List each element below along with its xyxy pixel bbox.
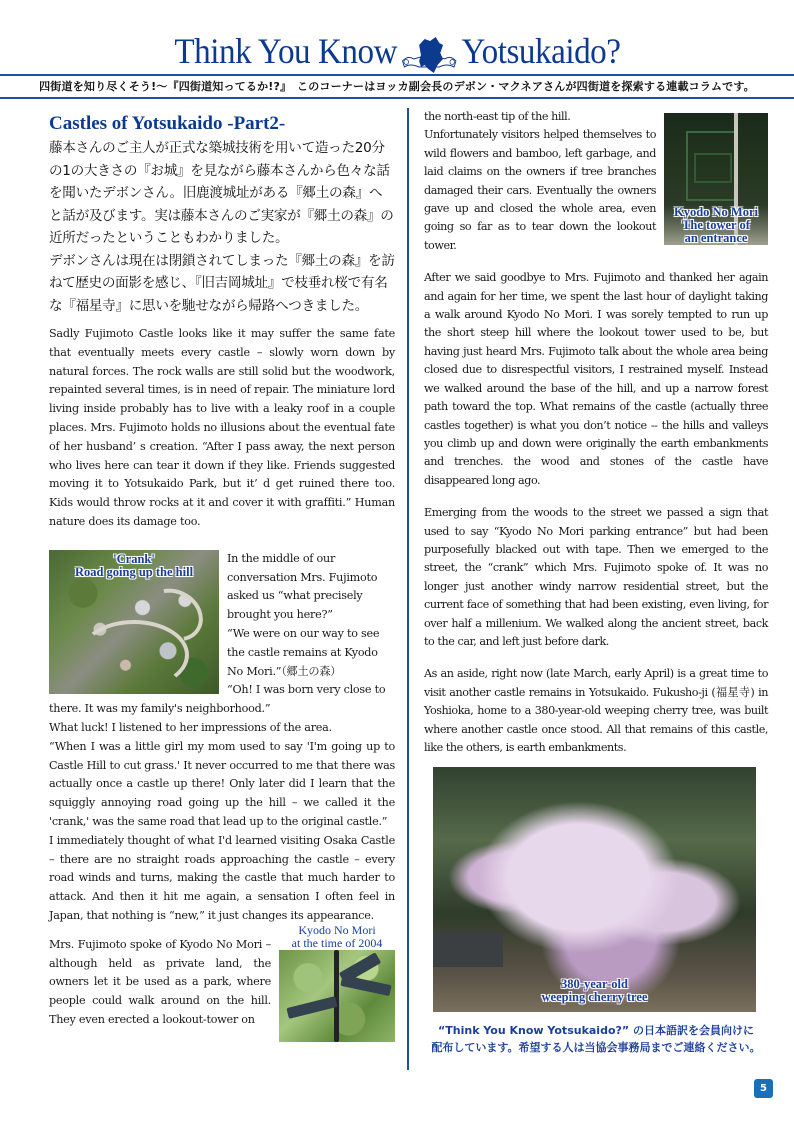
masthead-title-right: Yotsukaido? bbox=[461, 31, 621, 71]
paragraph: What luck! I listened to her impressions of the area. bbox=[49, 720, 332, 734]
header-rule-top bbox=[0, 74, 794, 76]
paragraph: the north-east tip of the hill. bbox=[424, 110, 571, 123]
page-number-badge: 5 bbox=[754, 1079, 773, 1098]
paragraph: Unfortunately visitors helped themselves to wild flowers and bamboo, left garbage, and laid claims on the owners if tree branches damaged their cars. Eventually the owners gave up and closed the whole area, even going so far as to tear down the lookout tower. bbox=[424, 128, 656, 252]
masthead-subtitle: 四街道を知り尽くそう!～『四街道知ってるか!?』 このコーナーはヨッカ副会長のデボン・マクネアさんが四街道を探索する連載コラムです。 bbox=[39, 80, 755, 93]
paragraph: In the middle of our conversation Mrs. Fujimoto asked us “what precisely brought you here?” bbox=[227, 551, 378, 622]
photo-caption: 380-year-old weeping cherry tree bbox=[541, 977, 648, 1005]
paragraph: “We were on our way to see the castle remains at Kyodo No Mori.”（郷土の森） bbox=[227, 626, 380, 678]
paragraph: “When I was a little girl my mom used to say 'I'm going up to Castle Hill to cut grass.' It never occurred to me that there was actually once a castle up there! Only later did I learn that the squiggly annoying road going up the hill – we called it the 'crank,' was the same road that lead up to the original castle.” bbox=[49, 739, 395, 828]
column-divider bbox=[407, 108, 409, 1070]
masthead bbox=[0, 30, 794, 74]
photo-caption: 'Crank' Road going up the hill bbox=[74, 551, 194, 579]
lookout-tower-photo bbox=[664, 113, 768, 245]
photo-caption: Kyodo No Mori at the time of 2004 bbox=[291, 922, 383, 950]
yotsukaido-map-emblem-icon bbox=[400, 35, 457, 75]
paragraph: After we said goodbye to Mrs. Fujimoto and thanked her again and again for her time, we spent the last hour of daylight taking a walk around Kyodo No Mori. I was sorely tempted to run up the short steep hill where the lookout tower used to be, but having just heard Mrs. Fujimoto talk about the whole area being closed due to disrespectful visitors, I restrained myself. Instead we walked around the base of the hill, and up a narrow forest path toward the top. What remains of the castle (actually three castles together) is what you don’t notice -- the hills and valleys you climb up and down were originally the earth embankments and trenches. the wood and stones of the castle have disappeared long ago. bbox=[424, 271, 768, 487]
masthead-title-left: Think You Know bbox=[173, 31, 397, 71]
paragraph: I immediately thought of what I'd learned visiting Osaka Castle – there are no straight roads approaching the castle – every road winds and turns, making the castle that much harder to attack. And then it hit me again, a sensation I often feel in Japan, that nothing is “new,” it just changes its appearance. bbox=[49, 833, 395, 922]
paragraph: “Oh! I was born very close to there. It was my family's neighborhood.” bbox=[49, 683, 386, 716]
paragraph: Emerging from the woods to the street we passed a sign that used to say “Kyodo No Mori parking entrance” but had been purposefully blacked out with tape. Then we emerged to the street, the “crank” which Mrs. Fujimoto spoke of. It was no longer just another windy narrow residential street, but the current face of something that had been existing, even living, for over half a millenium. We walked along the ancient street, back to the car, and left just before dark. bbox=[424, 506, 768, 648]
translation-notice: “Think You Know Yotsukaido?” の日本語訳を会員向けに 配布しています。希望する人は当協会事務局までご連絡ください。 bbox=[431, 1024, 761, 1055]
paragraph: As an aside, right now (late March, early April) is a great time to visit another castle remains in Yotsukaido. Fukusho-ji (福星寺) in Yoshioka, home to a 380-year-old weeping cherry tree, was built where another castle once stood. All that remains of this castle, like the others, is earth embankments. bbox=[424, 667, 768, 754]
weeping-cherry-tree-photo bbox=[433, 767, 756, 1012]
paragraph: Sadly Fujimoto Castle looks like it may suffer the same fate that eventually meets every castle – slowly worn down by natural forces. The rock walls are still solid but the woodwork, repainted several times, is in need of repair. The miniature lord living inside probably has to live with a leaky roof in a couple places. Mrs. Fujimoto holds no illusions about the eventual fate of her husband’ s creation. “After I pass away, the next person who lives here can tear it down if they like. Friends suggested moving it to Yotsukaido Park, but it’ d get ruined there too. Kids would throw rocks at it and cover it with graffiti.” Human nature does its damage too. bbox=[49, 327, 395, 528]
crank-road-photo bbox=[49, 550, 219, 694]
photo-caption: Kyodo No Mori The tower of an entrance bbox=[673, 205, 759, 245]
jp-intro-1: 藤本さんのご主人が正式な築城技術を用いて造った20分の1の大きさの『お城』を見ながら藤本さんから色々な話を聞いたデボンさん。旧鹿渡城址がある『郷土の森』へと話が及びます。実は藤本さんのご実家が『郷土の森』の近所だったということもわかりました。 bbox=[49, 140, 394, 246]
kyodo-no-mori-sign-photo bbox=[279, 950, 395, 1042]
jp-intro-2: デボンさんは現在は閉鎖されてしまった『郷土の森』を訪ねて歴史の面影を感じ、『旧吉岡城址』で枝垂れ桜で有名な『福星寺』に思いを馳せながら帰路へつきました。 bbox=[49, 252, 395, 314]
paragraph: Mrs. Fujimoto spoke of Kyodo No Mori – although held as private land, the owners let it be used as a park, where people could walk around on the hill. They even erected a lookout-tower on bbox=[49, 937, 271, 1026]
left-column bbox=[49, 108, 395, 1044]
shrine-shed bbox=[433, 932, 503, 967]
header-rule-bottom bbox=[0, 97, 794, 99]
article-title: Castles of Yotsukaido -Part2- bbox=[49, 113, 286, 134]
masthead-title bbox=[174, 30, 620, 72]
right-column bbox=[424, 108, 768, 1056]
sign-photo-block bbox=[279, 924, 395, 1042]
